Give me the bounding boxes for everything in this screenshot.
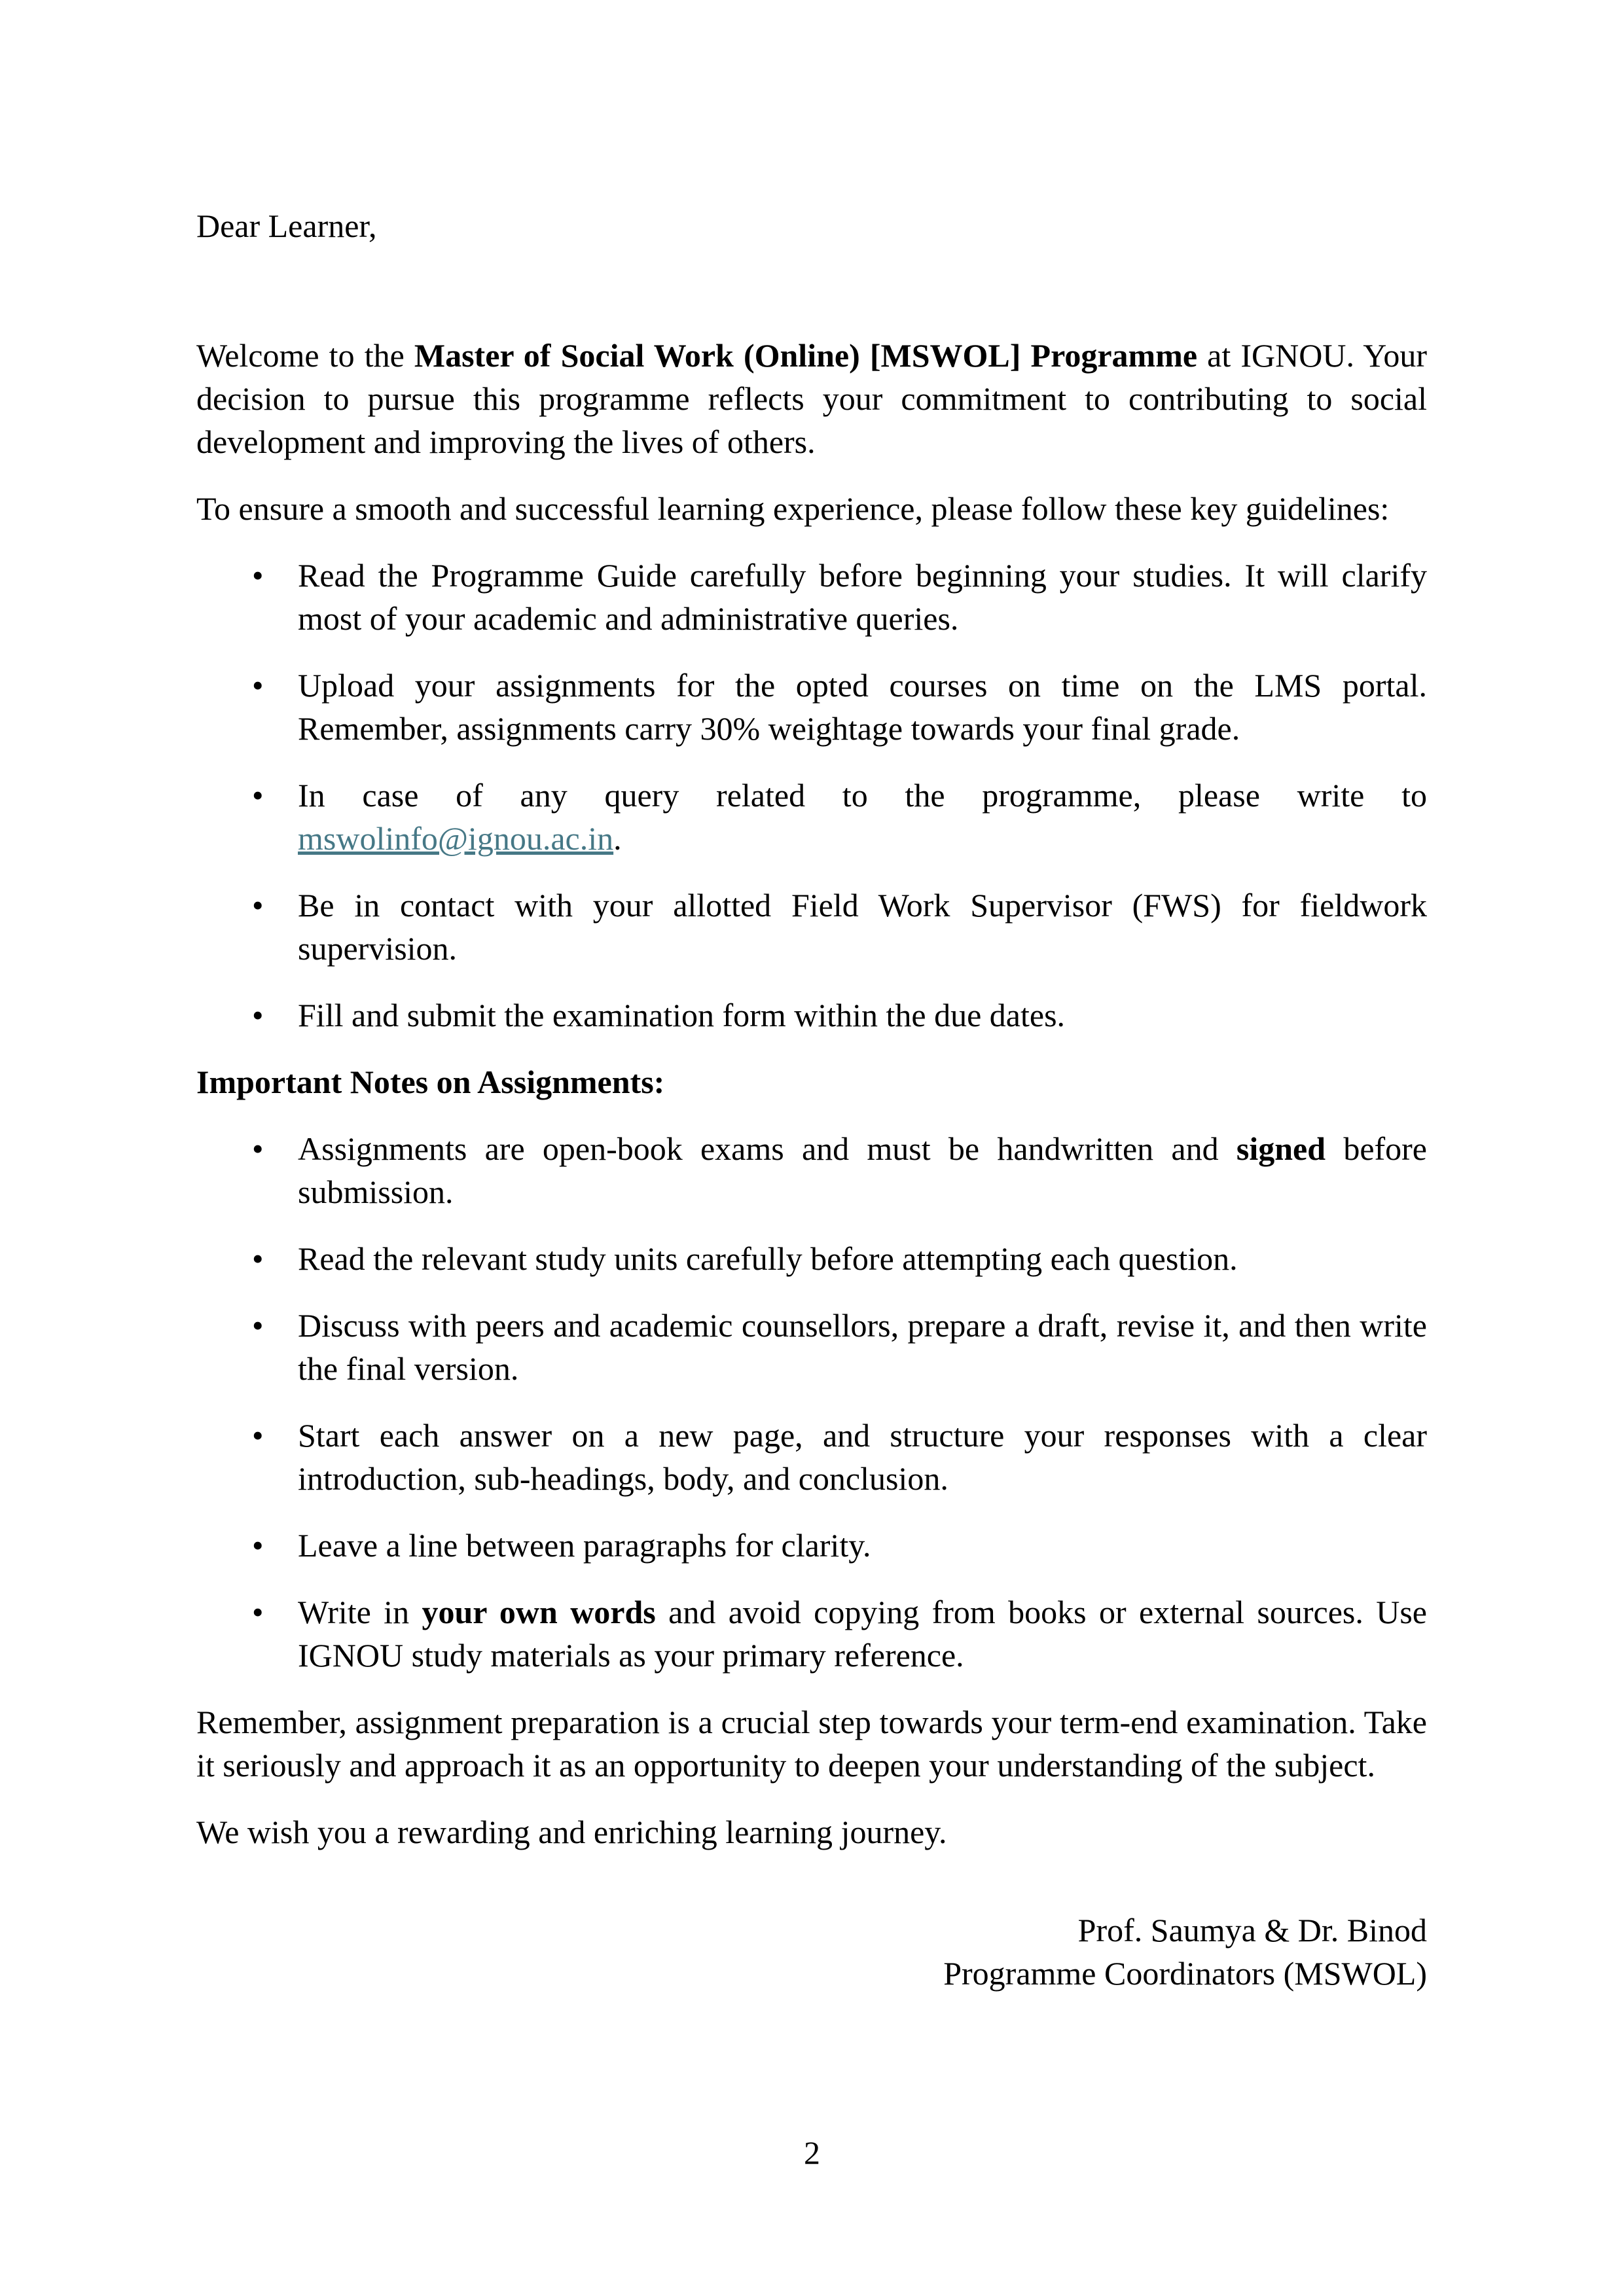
note-item bbox=[298, 1304, 1427, 1390]
signature-title: Programme Coordinators (MSWOL) bbox=[943, 1955, 1427, 1992]
guideline-item bbox=[298, 774, 1427, 860]
note-text-post: and avoid copying from books or external sources. Use IGNOU study materials as your primary reference. bbox=[298, 1594, 1427, 1674]
guideline-item bbox=[298, 884, 1427, 970]
guidelines-list bbox=[196, 554, 1427, 1037]
note-text: Discuss with peers and academic counsellors, prepare a draft, revise it, and then write the final version. bbox=[298, 1307, 1427, 1387]
letter-body bbox=[196, 204, 1427, 1995]
notes-heading: Important Notes on Assignments: bbox=[196, 1064, 665, 1100]
closing-paragraph: Remember, assignment preparation is a crucial step towards your term-end examination. Take it seriously and approach it as an opportunity to deepen your understanding of the subject. bbox=[196, 1704, 1427, 1784]
note-text-bold: signed bbox=[1236, 1130, 1326, 1167]
note-text-post: before submission. bbox=[298, 1130, 1428, 1210]
intro-text-post: at IGNOU. Your decision to pursue this programme reflects your commitment to contributing to social development and improving the lives of others. bbox=[196, 337, 1427, 460]
notes-list bbox=[196, 1127, 1427, 1677]
intro-text-pre: Welcome to the bbox=[196, 337, 414, 374]
guideline-text-pre: In case of any query related to the programme, please write to bbox=[298, 777, 1427, 814]
page-number: 2 bbox=[804, 2134, 820, 2171]
salutation: Dear Learner, bbox=[196, 207, 377, 244]
signature-names: Prof. Saumya & Dr. Binod bbox=[1077, 1912, 1427, 1948]
note-text-bold: your own words bbox=[422, 1594, 656, 1630]
note-item bbox=[298, 1237, 1427, 1280]
intro-paragraph bbox=[196, 334, 1427, 463]
guideline-text: Read the Programme Guide carefully before beginning your studies. It will clarify most of your academic and administrative queries. bbox=[298, 557, 1427, 637]
guidelines-intro: To ensure a smooth and successful learning experience, please follow these key guidelines: bbox=[196, 490, 1390, 527]
closing-wish: We wish you a rewarding and enriching learning journey. bbox=[196, 1814, 947, 1850]
guideline-text-post: . bbox=[613, 820, 622, 857]
guideline-text: Upload your assignments for the opted courses on time on the LMS portal. Remember, assignments carry 30% weightage towards your final grade. bbox=[298, 667, 1427, 747]
email-link[interactable]: mswolinfo@ignou.ac.in bbox=[298, 820, 614, 857]
note-text-pre: Assignments are open-book exams and must be handwritten and bbox=[298, 1130, 1236, 1167]
note-text: Leave a line between paragraphs for clarity. bbox=[298, 1527, 871, 1564]
note-item bbox=[298, 1414, 1427, 1500]
guideline-item bbox=[298, 664, 1427, 750]
note-text: Read the relevant study units carefully before attempting each question. bbox=[298, 1240, 1238, 1277]
note-item bbox=[298, 1127, 1427, 1213]
note-text: Start each answer on a new page, and structure your responses with a clear introduction, sub-headings, body, and conclusion. bbox=[298, 1417, 1427, 1497]
guideline-text: Fill and submit the examination form within the due dates. bbox=[298, 997, 1066, 1033]
guideline-text: Be in contact with your allotted Field Work Supervisor (FWS) for fieldwork supervision. bbox=[298, 887, 1427, 967]
guideline-item bbox=[298, 994, 1427, 1037]
programme-name-bold: Master of Social Work (Online) [MSWOL] Programme bbox=[414, 337, 1198, 374]
note-item bbox=[298, 1524, 1427, 1567]
signature-block bbox=[196, 1909, 1427, 1995]
guideline-item bbox=[298, 554, 1427, 640]
note-text-pre: Write in bbox=[298, 1594, 422, 1630]
note-item bbox=[298, 1590, 1427, 1677]
